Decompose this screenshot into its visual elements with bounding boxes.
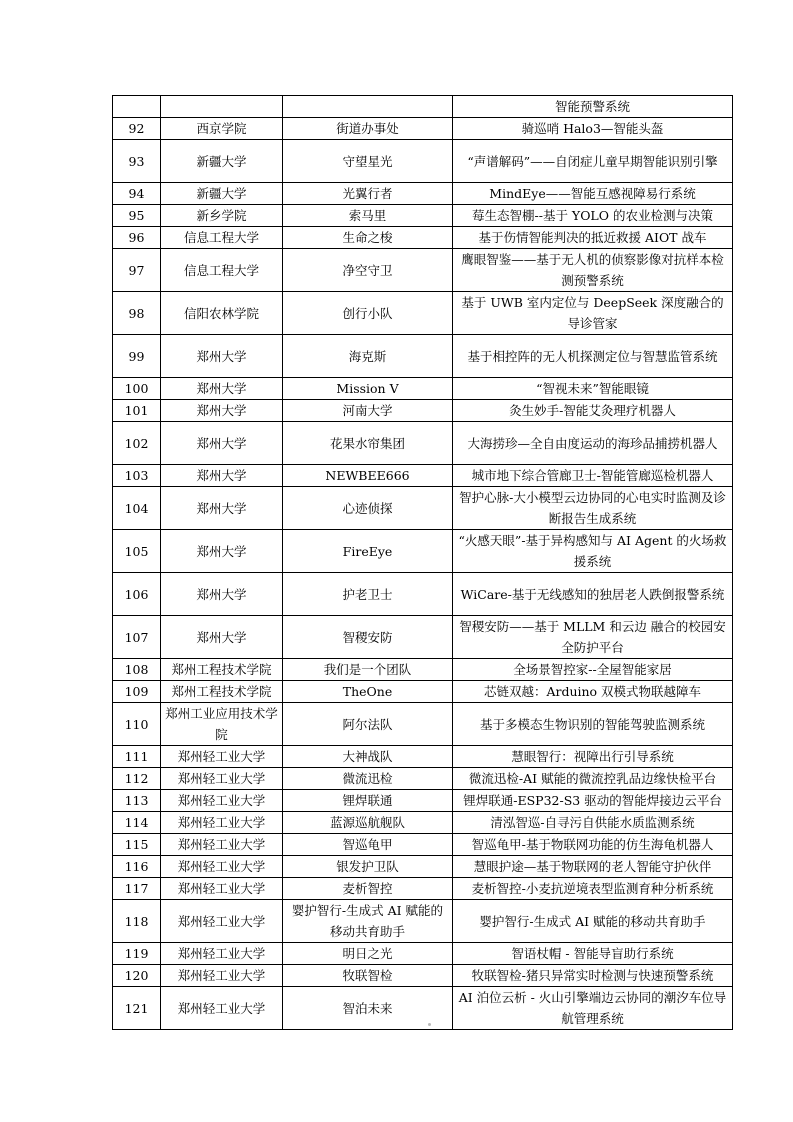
table-row [113, 768, 733, 790]
row-number-cell: 92 [113, 118, 161, 140]
team-cell: 婴护智行-生成式 AI 赋能的移动共育助手 [283, 900, 453, 943]
row-number-cell: 103 [113, 465, 161, 487]
school-cell: 郑州大学 [161, 422, 283, 465]
table-row [113, 530, 733, 573]
row-number-cell: 117 [113, 878, 161, 900]
project-cell: 全场景智控家--全屋智能家居 [453, 659, 733, 681]
school-cell: 郑州轻工业大学 [161, 987, 283, 1030]
school-cell: 郑州大学 [161, 378, 283, 400]
row-number-cell: 113 [113, 790, 161, 812]
project-cell: 慧眼智行：视障出行引导系统 [453, 746, 733, 768]
table-row [113, 943, 733, 965]
project-cell: 城市地下综合管廊卫士-智能管廊巡检机器人 [453, 465, 733, 487]
team-cell: TheOne [283, 681, 453, 703]
page-marker-dot [428, 1023, 431, 1026]
project-cell: 莓生态智棚--基于 YOLO 的农业检测与决策 [453, 205, 733, 227]
team-cell: 护老卫士 [283, 573, 453, 616]
school-cell: 郑州工程技术学院 [161, 681, 283, 703]
team-cell: 智泊未来 [283, 987, 453, 1030]
project-cell: 清泓智巡-自寻污自供能水质监测系统 [453, 812, 733, 834]
row-number-cell: 114 [113, 812, 161, 834]
table-row [113, 900, 733, 943]
project-cell: 大海捞珍—全自由度运动的海珍品捕捞机器人 [453, 422, 733, 465]
row-number-cell: 112 [113, 768, 161, 790]
table-row [113, 205, 733, 227]
project-cell: WiCare-基于无线感知的独居老人跌倒报警系统 [453, 573, 733, 616]
row-number-cell: 116 [113, 856, 161, 878]
table-row [113, 616, 733, 659]
table-row [113, 335, 733, 378]
team-cell: 心迹侦探 [283, 487, 453, 530]
project-cell: MindEye——智能互感视障易行系统 [453, 183, 733, 205]
school-cell: 郑州大学 [161, 616, 283, 659]
school-cell: 新疆大学 [161, 183, 283, 205]
row-number-cell: 102 [113, 422, 161, 465]
project-cell: 基于相控阵的无人机探测定位与智慧监管系统 [453, 335, 733, 378]
table-row [113, 659, 733, 681]
project-cell: 智语杖帽 - 智能导盲助行系统 [453, 943, 733, 965]
table-row [113, 703, 733, 746]
school-cell: 信息工程大学 [161, 227, 283, 249]
row-number-cell: 99 [113, 335, 161, 378]
row-number-cell: 100 [113, 378, 161, 400]
row-number-cell: 98 [113, 292, 161, 335]
team-cell: 微流迅检 [283, 768, 453, 790]
school-cell: 郑州大学 [161, 530, 283, 573]
row-number-cell: 106 [113, 573, 161, 616]
project-cell: 灸生妙手-智能艾灸理疗机器人 [453, 400, 733, 422]
team-cell: 阿尔法队 [283, 703, 453, 746]
table-row [113, 96, 733, 118]
team-cell: 花果水帘集团 [283, 422, 453, 465]
project-cell: 微流迅检-AI 赋能的微流控乳品边缘快检平台 [453, 768, 733, 790]
row-number-cell: 118 [113, 900, 161, 943]
school-cell: 新疆大学 [161, 140, 283, 183]
table-row [113, 292, 733, 335]
team-cell: 智巡龟甲 [283, 834, 453, 856]
row-number-cell: 105 [113, 530, 161, 573]
team-cell: 街道办事处 [283, 118, 453, 140]
team-cell: Mission V [283, 378, 453, 400]
table-row [113, 812, 733, 834]
row-number-cell: 97 [113, 249, 161, 292]
table-row [113, 681, 733, 703]
team-cell: 创行小队 [283, 292, 453, 335]
table-row [113, 487, 733, 530]
project-cell: 基于多模态生物识别的智能驾驶监测系统 [453, 703, 733, 746]
project-cell: 芯链双越：Arduino 双模式物联越障车 [453, 681, 733, 703]
school-cell: 郑州轻工业大学 [161, 965, 283, 987]
team-cell: 锂焊联通 [283, 790, 453, 812]
row-number-cell: 121 [113, 987, 161, 1030]
team-cell: 海克斯 [283, 335, 453, 378]
school-cell: 郑州大学 [161, 400, 283, 422]
table-row [113, 400, 733, 422]
team-cell: 光翼行者 [283, 183, 453, 205]
school-cell: 郑州轻工业大学 [161, 790, 283, 812]
project-cell: 智护心脉-大小模型云边协同的心电实时监测及诊断报告生成系统 [453, 487, 733, 530]
row-number-cell: 109 [113, 681, 161, 703]
team-cell: FireEye [283, 530, 453, 573]
project-cell: “火感天眼”-基于异构感知与 AI Agent 的火场救援系统 [453, 530, 733, 573]
school-cell: 郑州轻工业大学 [161, 943, 283, 965]
row-number-cell: 94 [113, 183, 161, 205]
team-cell: 麦析智控 [283, 878, 453, 900]
row-number-cell: 110 [113, 703, 161, 746]
row-number-cell: 101 [113, 400, 161, 422]
row-number-cell [113, 96, 161, 118]
project-cell: 智巡龟甲-基于物联网功能的仿生海龟机器人 [453, 834, 733, 856]
school-cell: 郑州大学 [161, 465, 283, 487]
team-cell: 银发护卫队 [283, 856, 453, 878]
team-cell: 我们是一个团队 [283, 659, 453, 681]
row-number-cell: 107 [113, 616, 161, 659]
results-table [112, 95, 733, 1030]
team-cell: NEWBEE666 [283, 465, 453, 487]
table-row [113, 140, 733, 183]
school-cell: 信息工程大学 [161, 249, 283, 292]
table-row [113, 746, 733, 768]
school-cell: 郑州大学 [161, 335, 283, 378]
team-cell: 索马里 [283, 205, 453, 227]
team-cell: 智稷安防 [283, 616, 453, 659]
project-cell: “声谱解码”——自闭症儿童早期智能识别引擎 [453, 140, 733, 183]
project-cell: 牧联智检-猪只异常实时检测与快速预警系统 [453, 965, 733, 987]
table-row [113, 834, 733, 856]
team-cell: 净空守卫 [283, 249, 453, 292]
school-cell: 郑州轻工业大学 [161, 900, 283, 943]
team-cell: 生命之梭 [283, 227, 453, 249]
table-row [113, 183, 733, 205]
project-cell: 锂焊联通-ESP32-S3 驱动的智能焊接边云平台 [453, 790, 733, 812]
project-cell: 基于 UWB 室内定位与 DeepSeek 深度融合的导诊管家 [453, 292, 733, 335]
table-row [113, 987, 733, 1030]
school-cell: 郑州工程技术学院 [161, 659, 283, 681]
row-number-cell: 108 [113, 659, 161, 681]
table-row [113, 878, 733, 900]
school-cell: 郑州工业应用技术学院 [161, 703, 283, 746]
table-row [113, 422, 733, 465]
row-number-cell: 104 [113, 487, 161, 530]
school-cell: 郑州轻工业大学 [161, 812, 283, 834]
school-cell: 郑州轻工业大学 [161, 878, 283, 900]
school-cell: 郑州轻工业大学 [161, 768, 283, 790]
school-cell: 信阳农林学院 [161, 292, 283, 335]
row-number-cell: 93 [113, 140, 161, 183]
row-number-cell: 111 [113, 746, 161, 768]
table-row [113, 465, 733, 487]
team-cell: 守望星光 [283, 140, 453, 183]
project-cell: “智视未来”智能眼镜 [453, 378, 733, 400]
row-number-cell: 119 [113, 943, 161, 965]
row-number-cell: 95 [113, 205, 161, 227]
row-number-cell: 120 [113, 965, 161, 987]
table-row [113, 227, 733, 249]
project-cell: 智能预警系统 [453, 96, 733, 118]
table-body [113, 96, 733, 1030]
school-cell: 郑州大学 [161, 573, 283, 616]
project-cell: AI 泊位云析 - 火山引擎端边云协同的潮汐车位导航管理系统 [453, 987, 733, 1030]
team-cell: 大神战队 [283, 746, 453, 768]
school-cell: 西京学院 [161, 118, 283, 140]
project-cell: 慧眼护途—基于物联网的老人智能守护伙伴 [453, 856, 733, 878]
team-cell: 牧联智检 [283, 965, 453, 987]
project-cell: 婴护智行-生成式 AI 赋能的移动共育助手 [453, 900, 733, 943]
team-cell: 明日之光 [283, 943, 453, 965]
school-cell: 新乡学院 [161, 205, 283, 227]
project-cell: 麦析智控-小麦抗逆境表型监测育种分析系统 [453, 878, 733, 900]
school-cell [161, 96, 283, 118]
row-number-cell: 96 [113, 227, 161, 249]
project-cell: 智稷安防——基于 MLLM 和云边 融合的校园安全防护平台 [453, 616, 733, 659]
table-row [113, 856, 733, 878]
table-row [113, 378, 733, 400]
project-cell: 骑巡哨 Halo3—智能头盔 [453, 118, 733, 140]
school-cell: 郑州大学 [161, 487, 283, 530]
team-cell: 河南大学 [283, 400, 453, 422]
project-cell: 鹰眼智鉴——基于无人机的侦察影像对抗样本检测预警系统 [453, 249, 733, 292]
team-cell: 蓝源巡航舰队 [283, 812, 453, 834]
table-row [113, 573, 733, 616]
team-cell [283, 96, 453, 118]
table-row [113, 965, 733, 987]
table-row [113, 118, 733, 140]
school-cell: 郑州轻工业大学 [161, 746, 283, 768]
table-row [113, 790, 733, 812]
project-cell: 基于伤情智能判决的抵近救援 AIOT 战车 [453, 227, 733, 249]
school-cell: 郑州轻工业大学 [161, 834, 283, 856]
table-row [113, 249, 733, 292]
row-number-cell: 115 [113, 834, 161, 856]
school-cell: 郑州轻工业大学 [161, 856, 283, 878]
